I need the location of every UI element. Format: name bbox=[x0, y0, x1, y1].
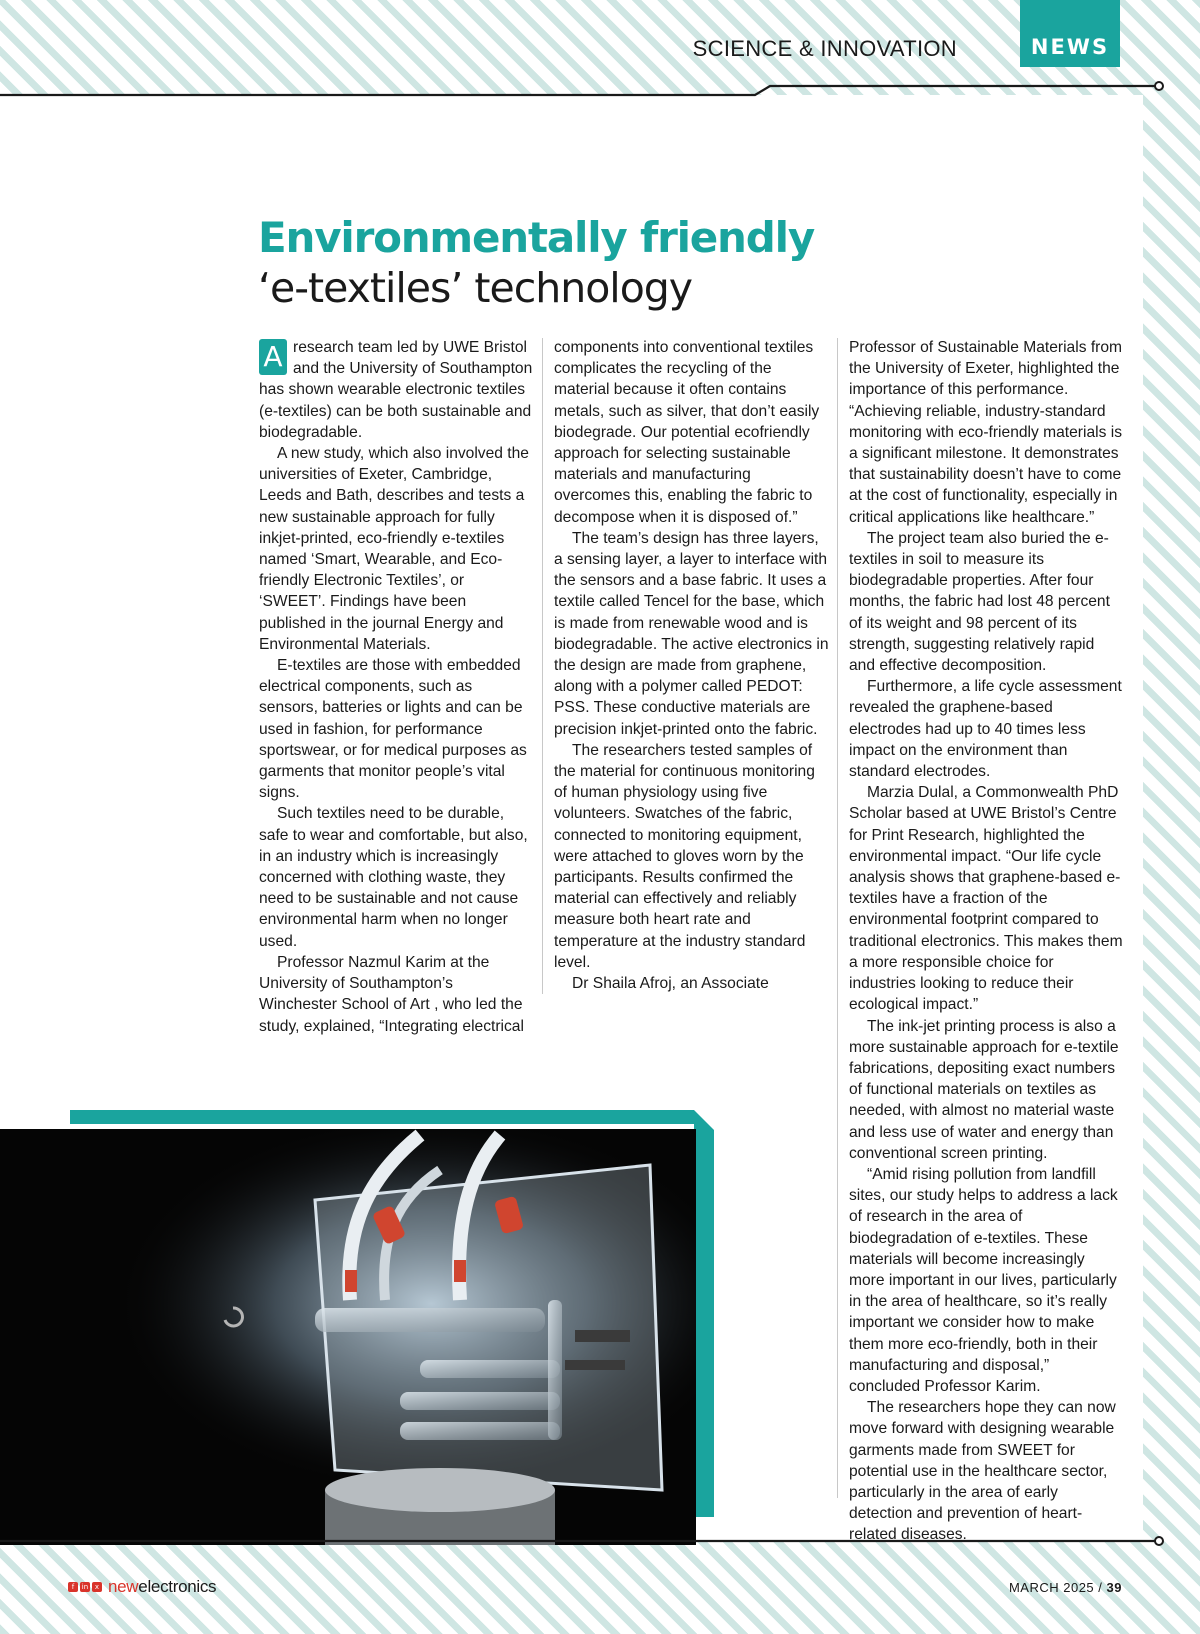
news-tab-label: NEWS bbox=[1030, 35, 1110, 59]
paragraph: E-textiles are those with embedded electrical components, such as sensors, batteries or lights and can be used in fashion, for performance sportswear, or for medical purposes as garments that monitor people’s vital signs. bbox=[259, 657, 527, 802]
paragraph: Marzia Dulal, a Commonwealth PhD Scholar based at UWE Bristol’s Centre for Print Research, highlighted the environmental impact. “Our life cycle analysis shows that graphene-based e-textiles have a fraction of the environmental footprint compared to traditional electronics. This makes them a more responsible choice for industries looking to reduce their ecological impact.” bbox=[849, 784, 1123, 1014]
paragraph: components into conventional textiles complicates the recycling of the material because it often contains metals, such as silver, that don’t easily biodegrade. Our potential ecofriendly approach for selecting sustainable materials and manufacturing overcomes this, enabling the fabric to decompose when it is disposed of.” bbox=[554, 339, 820, 526]
drop-cap: A bbox=[259, 339, 287, 375]
paragraph: research team led by UWE Bristol and the University of Southampton has shown wearable electronic textiles (e-textiles) can be both sustainable and biodegradable. bbox=[259, 339, 533, 441]
issue-date: MARCH 2025 bbox=[1008, 1580, 1095, 1595]
paragraph: Such textiles need to be durable, safe to wear and comfortable, but also, in an industry which is increasingly concerned with clothing waste, they need to be sustainable and not cause environmental harm when no longer used. bbox=[259, 805, 528, 950]
paragraph: Professor of Sustainable Materials from the University of Exeter, highlighted the importance of this performance. “Achieving reliable, industry-standard monitoring with eco-friendly materials is a significant milestone. It demonstrates that sustainability doesn’t have to come at the cost of functionality, especially in critical applications like healthcare.” bbox=[849, 339, 1123, 526]
paragraph: Dr Shaila Afroj, an Associate bbox=[572, 975, 769, 993]
paragraph: Professor Nazmul Karim at the University of Southampton’s Winchester School of Art , who led the study, explained, “Integrating electrical bbox=[259, 953, 524, 1035]
facebook-icon[interactable]: f bbox=[68, 1582, 78, 1592]
issue-separator: / bbox=[1098, 1580, 1103, 1595]
paragraph: The researchers hope they can now move forward with designing wearable garments made from SWEET for potential use in the healthcare sector, particularly in the area of early detection and prevention of heart-related diseases. bbox=[849, 1399, 1116, 1544]
paragraph: The project team also buried the e-textiles in soil to measure its biodegradable properties. After four months, the fabric had lost 48 percent of its weight and 98 percent of its strength, suggesting relatively rapid and effective decomposition. bbox=[849, 529, 1110, 675]
headline-line-2: ‘e-textiles’ technology bbox=[258, 264, 693, 312]
paragraph: A new study, which also involved the universities of Exeter, Cambridge, Leeds and Bath, describes and tests a new sustainable approach for fully inkjet-printed, eco-friendly e-textiles named ‘Smart, Wearable, and Eco-friendly Electronic Textiles’, or ‘SWEET’. Findings have been published in the journal Energy and Environmental Materials. bbox=[259, 445, 529, 653]
paragraph: The researchers tested samples of the material for continuous monitoring of human physiology using five volunteers. Swatches of the fabric, connected to monitoring equipment, were attached to gloves worn by the participants. Results confirmed the material can effectively and reliably measure both heart rate and temperature at the industry standard level. bbox=[554, 741, 815, 971]
paragraph: The ink-jet printing process is also a more sustainable approach for e-textile fabrications, depositing exact numbers of functional materials on textiles as needed, with almost no material waste and less use of water and energy than conventional screen printing. bbox=[849, 1017, 1119, 1162]
headline-line-1: Environmentally friendly bbox=[258, 213, 815, 262]
linkedin-icon[interactable]: in bbox=[81, 1583, 89, 1591]
section-label: SCIENCE & INNOVATION bbox=[692, 36, 957, 61]
brand-name-suffix: electronics bbox=[138, 1577, 217, 1596]
paragraph: The team’s design has three layers, a sensing layer, a layer to interface with the sensors and a base fabric. It uses a textile called Tencel for the base, which is made from renewable wood and is biodegradable. The active electronics in the design are made from graphene, along with a polymer called PEDOT: PSS. These conductive materials are precision inkjet-printed onto the fabric. bbox=[554, 529, 829, 738]
paragraph: Furthermore, a life cycle assessment revealed the graphene-based electrodes had up to 40 times less impact on the environment than standard electrodes. bbox=[849, 678, 1122, 781]
page-number: 39 bbox=[1106, 1580, 1122, 1595]
brand-name-prefix: new bbox=[108, 1577, 139, 1596]
paragraph: “Amid rising pollution from landfill sites, our study helps to address a lack of research in the area of biodegradation of e-textiles. These materials will become increasingly more important in our lives, particularly in the area of healthcare, so it’s really important we consider how to make them more eco-friendly, both in their manufacturing and disposal,” concluded Professor Karim. bbox=[849, 1165, 1118, 1395]
x-icon[interactable]: x bbox=[92, 1582, 102, 1592]
